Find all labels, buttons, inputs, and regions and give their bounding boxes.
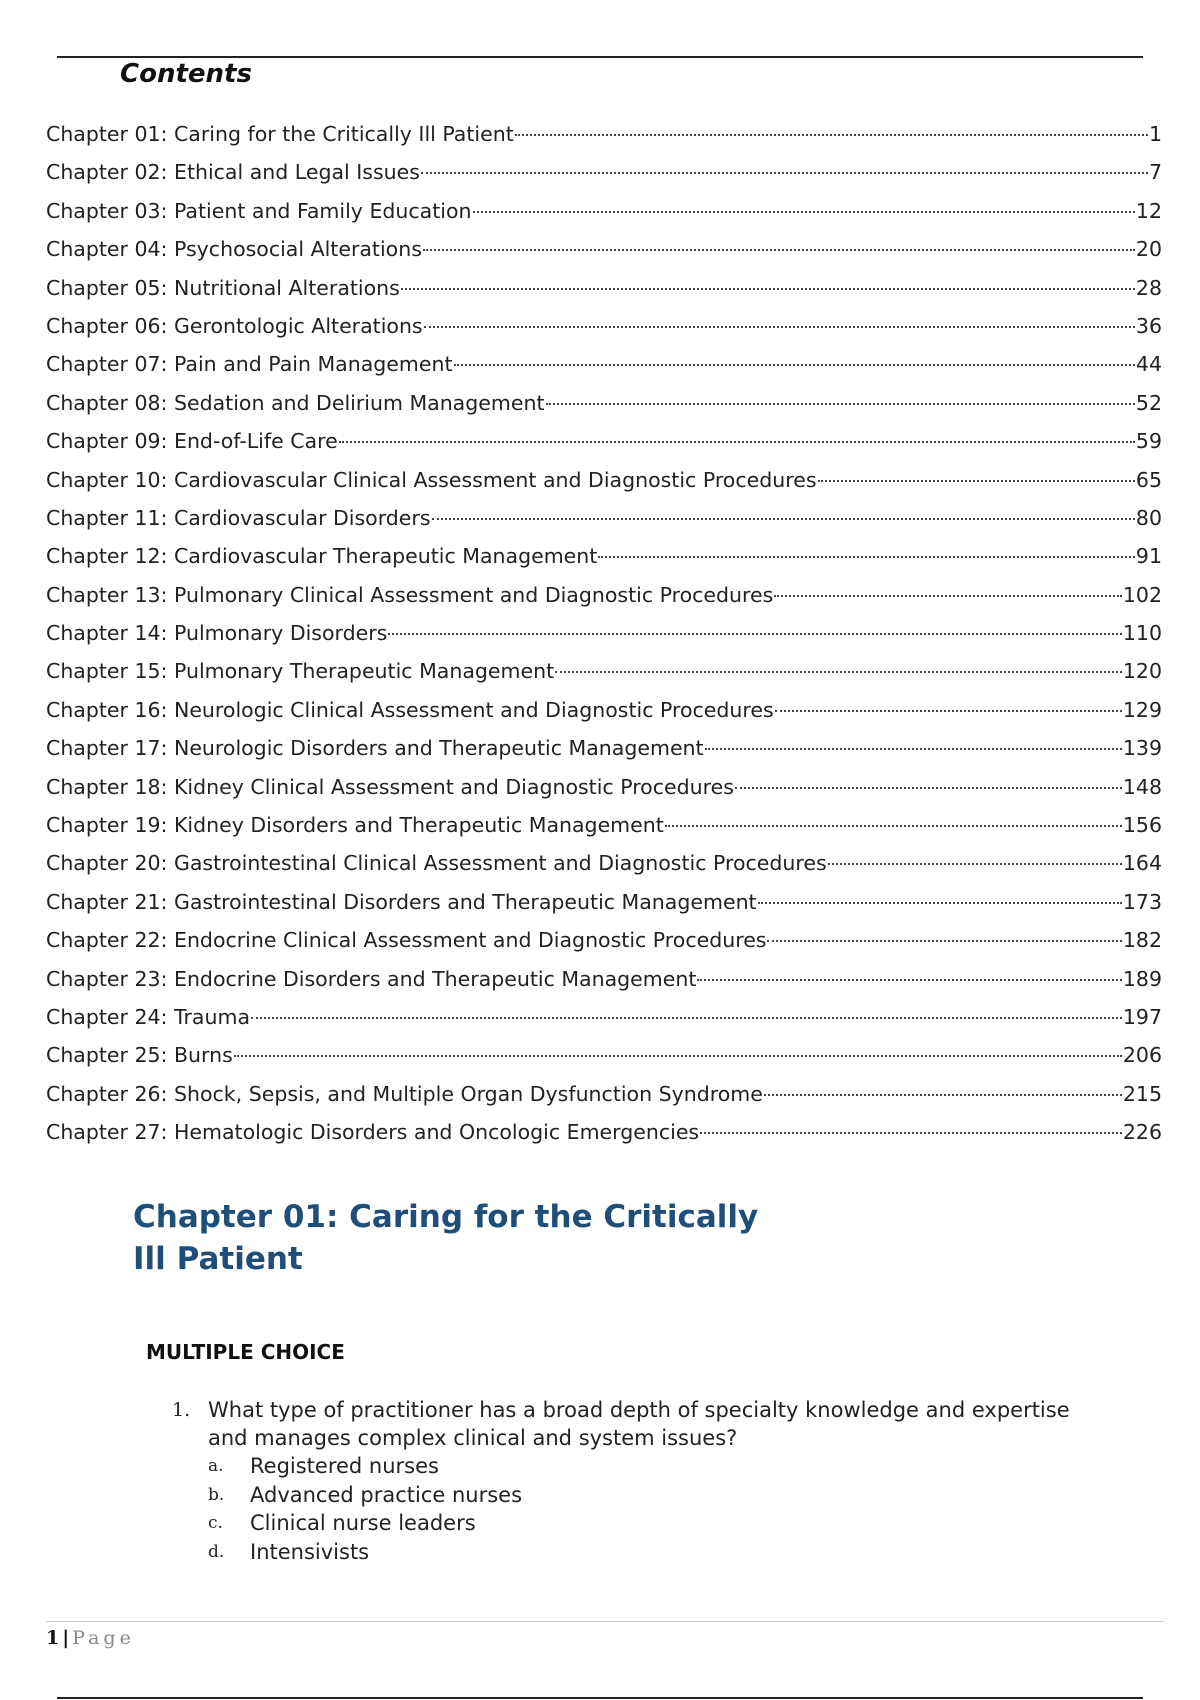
toc-entry-page: 182: [1122, 928, 1162, 953]
toc-entry-title: Chapter 01: Caring for the Critically Ill Patient: [46, 122, 514, 146]
toc-entry-page: 129: [1122, 697, 1162, 722]
toc-entry[interactable]: [46, 153, 1162, 191]
toc-entry[interactable]: [46, 115, 1162, 153]
toc-entry-page: 80: [1135, 505, 1162, 530]
chapter-title: Chapter 01: Caring for the Critically Ill Patient: [133, 1199, 759, 1277]
toc-entry-title: Chapter 25: Burns: [46, 1043, 233, 1068]
toc-entry-title: Chapter 15: Pulmonary Therapeutic Management: [46, 659, 555, 684]
toc-entry-page: 206: [1122, 1043, 1162, 1068]
toc-entry-title: Chapter 02: Ethical and Legal Issues: [46, 160, 420, 185]
toc-entry-title: Chapter 12: Cardiovascular Therapeutic Management: [46, 544, 598, 569]
toc-entry[interactable]: [46, 1113, 1162, 1151]
toc-dot-leader: [818, 480, 1135, 482]
toc-entry-title: Chapter 27: Hematologic Disorders and Oncologic Emergencies: [46, 1120, 700, 1145]
toc-entry-title: Chapter 16: Neurologic Clinical Assessment and Diagnostic Procedures: [46, 697, 774, 722]
choice-text: Registered nurses: [250, 1454, 439, 1478]
toc-entry-page: 197: [1122, 1004, 1162, 1029]
choice-text: Clinical nurse leaders: [250, 1511, 476, 1535]
toc-entry[interactable]: [46, 844, 1162, 882]
toc-entry-title: Chapter 05: Nutritional Alterations: [46, 275, 400, 300]
toc-entry-page: 36: [1135, 313, 1162, 338]
table-of-contents: [46, 115, 1162, 1152]
choice-letter: c.: [208, 1513, 223, 1533]
toc-dot-leader: [598, 556, 1135, 558]
toc-entry-page: 164: [1122, 851, 1162, 876]
toc-entry-page: 139: [1122, 736, 1162, 761]
toc-dot-leader: [555, 671, 1122, 673]
toc-entry-page: 226: [1122, 1120, 1162, 1145]
toc-entry-page: 156: [1122, 813, 1162, 838]
toc-dot-leader: [767, 940, 1121, 942]
toc-dot-leader: [424, 326, 1135, 328]
toc-dot-leader: [705, 748, 1122, 750]
toc-entry-title: Chapter 13: Pulmonary Clinical Assessment and Diagnostic Procedures: [46, 582, 774, 607]
toc-dot-leader: [234, 1055, 1122, 1057]
toc-entry[interactable]: [46, 269, 1162, 307]
toc-entry-page: 7: [1148, 160, 1162, 185]
toc-dot-leader: [758, 902, 1122, 904]
toc-entry-title: Chapter 17: Neurologic Disorders and Therapeutic Management: [46, 736, 704, 761]
toc-entry[interactable]: [46, 499, 1162, 537]
toc-entry[interactable]: [46, 230, 1162, 268]
toc-entry[interactable]: [46, 1075, 1162, 1113]
toc-entry[interactable]: [46, 307, 1162, 345]
toc-entry[interactable]: [46, 461, 1162, 499]
toc-entry-title: Chapter 19: Kidney Disorders and Therapeutic Management: [46, 813, 664, 838]
toc-entry-page: 20: [1135, 237, 1162, 262]
footer-separator: |: [62, 1627, 70, 1649]
toc-entry-title: Chapter 11: Cardiovascular Disorders: [46, 505, 431, 530]
toc-dot-leader: [665, 825, 1122, 827]
toc-entry-page: 110: [1122, 621, 1162, 646]
toc-entry-page: 120: [1122, 659, 1162, 684]
toc-entry-title: Chapter 10: Cardiovascular Clinical Assessment and Diagnostic Procedures: [46, 467, 817, 492]
toc-entry[interactable]: [46, 883, 1162, 921]
choice-letter: d.: [208, 1541, 225, 1562]
toc-dot-leader: [697, 979, 1121, 981]
toc-dot-leader: [700, 1132, 1122, 1134]
toc-entry-title: Chapter 14: Pulmonary Disorders: [46, 621, 388, 646]
toc-dot-leader: [421, 172, 1148, 174]
footer-page-number: 1: [46, 1627, 60, 1649]
toc-dot-leader: [828, 863, 1122, 865]
toc-entry-page: 1: [1148, 122, 1162, 146]
answer-choice-c: [208, 1509, 1072, 1538]
toc-dot-leader: [735, 787, 1122, 789]
answer-choice-b: [208, 1481, 1072, 1510]
choice-letter: b.: [208, 1484, 225, 1505]
toc-entry[interactable]: [46, 768, 1162, 806]
toc-entry-title: Chapter 20: Gastrointestinal Clinical Assessment and Diagnostic Procedures: [46, 851, 827, 876]
toc-entry-title: Chapter 06: Gerontologic Alterations: [46, 313, 423, 338]
toc-entry[interactable]: [46, 806, 1162, 844]
toc-dot-leader: [339, 441, 1135, 443]
toc-entry-title: Chapter 08: Sedation and Delirium Management: [46, 390, 545, 415]
toc-dot-leader: [775, 710, 1122, 712]
toc-entry-page: 215: [1122, 1081, 1162, 1106]
footer-page-label: Page: [72, 1627, 135, 1649]
section-label: MULTIPLE CHOICE: [146, 1340, 345, 1364]
page-footer: [46, 1626, 135, 1650]
question-number: 1.: [172, 1399, 191, 1421]
toc-entry[interactable]: [46, 192, 1162, 230]
question-text: What type of practitioner has a broad depth of specialty knowledge and expertise and manages complex clinical and system issues?: [208, 1398, 1070, 1450]
toc-entry[interactable]: [46, 384, 1162, 422]
toc-dot-leader: [515, 134, 1148, 136]
choice-text: Intensivists: [250, 1539, 370, 1564]
toc-dot-leader: [473, 211, 1135, 213]
answer-choice-d: [208, 1538, 1072, 1567]
toc-dot-leader: [251, 1017, 1122, 1019]
toc-dot-leader: [764, 1094, 1122, 1096]
toc-entry[interactable]: [46, 614, 1162, 652]
toc-entry-page: 28: [1135, 275, 1162, 300]
choice-text: Advanced practice nurses: [250, 1482, 523, 1507]
toc-entry-title: Chapter 22: Endocrine Clinical Assessment and Diagnostic Procedures: [46, 928, 767, 953]
toc-entry-title: Chapter 23: Endocrine Disorders and Therapeutic Management: [46, 966, 697, 991]
toc-entry-page: 44: [1135, 352, 1162, 377]
toc-entry-title: Chapter 04: Psychosocial Alterations: [46, 237, 422, 262]
toc-entry-title: Chapter 03: Patient and Family Education: [46, 198, 472, 223]
toc-entry[interactable]: [46, 921, 1162, 959]
question-1: [172, 1396, 1072, 1566]
toc-entry[interactable]: [46, 729, 1162, 767]
toc-dot-leader: [388, 633, 1122, 635]
toc-dot-leader: [774, 595, 1122, 597]
toc-entry-title: Chapter 07: Pain and Pain Management: [46, 352, 453, 377]
toc-heading: Contents: [120, 59, 252, 89]
toc-entry-page: 91: [1135, 544, 1162, 569]
bottom-rule: [57, 1697, 1143, 1699]
toc-entry[interactable]: [46, 998, 1162, 1036]
toc-entry-title: Chapter 18: Kidney Clinical Assessment and Diagnostic Procedures: [46, 774, 734, 799]
toc-entry-page: 52: [1135, 390, 1162, 415]
toc-entry[interactable]: [46, 652, 1162, 690]
toc-entry-title: Chapter 26: Shock, Sepsis, and Multiple Organ Dysfunction Syndrome: [46, 1081, 763, 1106]
toc-entry[interactable]: [46, 576, 1162, 614]
toc-entry-title: Chapter 24: Trauma: [46, 1004, 251, 1029]
toc-entry-page: 12: [1135, 198, 1162, 223]
toc-entry[interactable]: [46, 422, 1162, 460]
toc-entry-title: Chapter 21: Gastrointestinal Disorders and Therapeutic Management: [46, 889, 757, 914]
toc-entry-page: 65: [1135, 467, 1162, 492]
toc-dot-leader: [546, 403, 1135, 405]
toc-entry-page: 189: [1122, 966, 1162, 991]
toc-entry-title: Chapter 09: End-of-Life Care: [46, 429, 338, 454]
toc-entry-page: 173: [1122, 889, 1162, 914]
answer-choices: [208, 1452, 1072, 1566]
toc-entry[interactable]: [46, 537, 1162, 575]
footer-rule: [46, 1621, 1164, 1622]
toc-entry[interactable]: [46, 1036, 1162, 1074]
toc-dot-leader: [423, 249, 1135, 251]
toc-dot-leader: [454, 364, 1135, 366]
toc-entry-page: 148: [1122, 774, 1162, 799]
answer-choice-a: [208, 1452, 1072, 1481]
toc-dot-leader: [432, 518, 1135, 520]
toc-entry[interactable]: [46, 960, 1162, 998]
toc-dot-leader: [401, 288, 1135, 290]
toc-entry[interactable]: [46, 691, 1162, 729]
toc-entry-page: 59: [1135, 429, 1162, 454]
toc-entry-page: 102: [1122, 582, 1162, 607]
choice-letter: a.: [208, 1456, 224, 1476]
toc-entry[interactable]: [46, 345, 1162, 383]
